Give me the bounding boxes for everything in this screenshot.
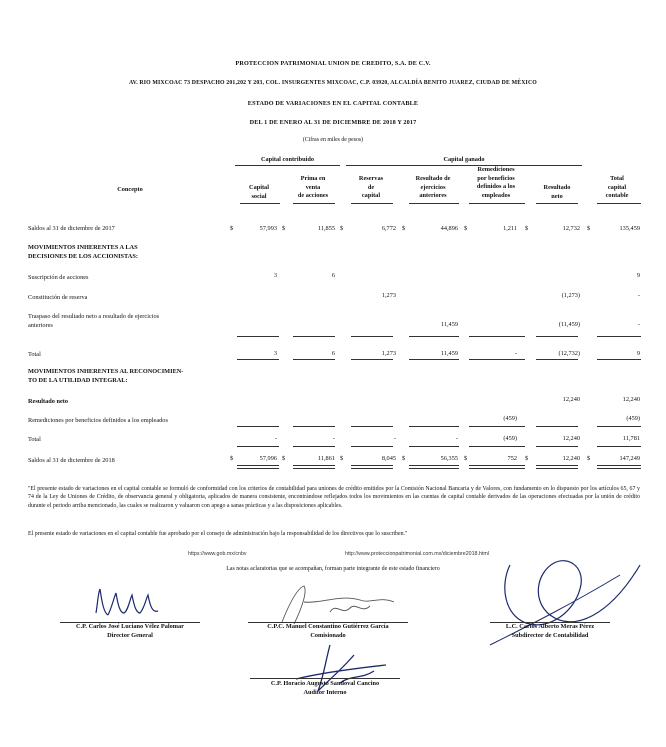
notes-statement: Las notas aclaratorias que se acompañan, forman parte integrante de este estado financiero — [226, 566, 440, 572]
currency-sign: $ — [402, 455, 406, 462]
currency-sign: $ — [282, 455, 286, 462]
currency-sign: $ — [282, 225, 286, 232]
group-contribuido: Capital contribuido — [260, 156, 314, 163]
cell-value: - — [514, 350, 517, 357]
units-note: (Cifras en miles de pesos) — [302, 137, 364, 143]
currency-sign: $ — [340, 455, 344, 462]
cell-value: 11,459 — [440, 321, 458, 328]
cell-value: - — [637, 321, 640, 328]
row-label-saldo-2018: Saldos al 31 de diciembre de 2018 — [28, 457, 115, 464]
cell-value: 11,855 — [317, 225, 335, 232]
section-title-accionistas: MOVIMIENTOS INHERENTES A LAS DECISIONES DE LOS ACCIONISTAS: — [28, 244, 138, 260]
group-ganado: Capital ganado — [443, 156, 485, 163]
signer-role-auditor: Auditor Interno — [303, 689, 347, 696]
col-resultado-neto: Resultado neto — [543, 184, 571, 200]
currency-sign: $ — [402, 225, 406, 232]
cell-value: 12,240 — [622, 396, 640, 403]
currency-sign: $ — [525, 225, 529, 232]
cell-value: (459) — [503, 435, 517, 442]
cell-value: 8,045 — [381, 455, 396, 462]
row-label-saldo-2017: Saldos al 31 de diciembre de 2017 — [28, 225, 115, 232]
cell-value: 3 — [273, 272, 277, 279]
company-address: AV. RIO MIXCOAC 73 DESPACHO 201,202 Y 203, COL. INSURGENTES MIXCOAC, C.P. 03920, ALCALDÍA BENITO JUAREZ, CIUDAD DE MÉXICO — [129, 80, 537, 86]
currency-sign: $ — [464, 225, 468, 232]
cell-value: 56,355 — [440, 455, 458, 462]
row-label-total: Total — [28, 351, 41, 358]
statement-period: DEL 1 DE ENERO AL 31 DE DICIEMBRE DE 2018 Y 2017 — [249, 119, 417, 126]
cell-value: (1,273) — [561, 292, 580, 299]
signer-name-comisionado: C.P.C. Manuel Constantino Gutiérrez García — [267, 623, 389, 630]
signature-director-general — [88, 583, 178, 623]
legal-note: "El presente estado de variaciones en el capital contable se formuló de conformidad con los criterios de contabilidad para uniones de crédito emitidos por la Comisión Nacional Bancaria y de Valores, con fundamento en lo dispuesto por los artículos 65, 67 y 74 de la Ley de Uniones de Crédito, de observancia general y obligatoria, aplicados de manera consistente, encontrándose reflejados todos los movimientos en las cuentas de capital contable derivados de las operaciones efectuadas por la unión de crédito durante el periodo arriba mencionado, las cuales se realizaron y valuaron con apego a sanas prácticas y a las disposiciones aplicables. — [28, 486, 640, 509]
cell-value: (11,459) — [558, 321, 580, 328]
cell-value: (12,732) — [558, 350, 580, 357]
cell-value: 9 — [636, 272, 640, 279]
company-link[interactable]: http://www.proteccionpatrimonial.com.mx/diciembre2018.html — [345, 551, 489, 557]
currency-sign: $ — [230, 455, 234, 462]
signer-name-auditor: C.P. Horacio Augusto Sandoval Cancino — [270, 680, 380, 687]
cell-value: 1,273 — [381, 292, 396, 299]
cell-value: 12,240 — [562, 455, 580, 462]
row-label-remediciones: Remediciones por beneficios definidos a los empleados — [28, 417, 168, 424]
col-remediciones: Remediciones por beneficios definidos a los empleados — [476, 166, 516, 199]
cell-value: - — [637, 292, 640, 299]
company-name: PROTECCION PATRIMONIAL UNION DE CREDITO, S.A. DE C.V. — [235, 60, 431, 67]
cell-value: 147,249 — [619, 455, 640, 462]
cell-value: 11,861 — [317, 455, 335, 462]
statement-title: ESTADO DE VARIACIONES EN EL CAPITAL CONTABLE — [247, 100, 419, 107]
cell-value: 1,211 — [503, 225, 517, 232]
cell-value: 11,459 — [440, 350, 458, 357]
row-label-suscripcion: Suscripción de acciones — [28, 274, 89, 281]
signer-name-director: C.P. Carlos José Luciano Vélez Palomar — [76, 623, 184, 630]
currency-sign: $ — [340, 225, 344, 232]
signer-role-comisionado: Comisionado — [310, 632, 346, 639]
col-concepto: Concepto — [117, 186, 143, 193]
cell-value: 6 — [331, 350, 335, 357]
signer-role-director: Director General — [107, 632, 153, 639]
cell-value: - — [332, 435, 335, 442]
cell-value: 6,772 — [381, 225, 396, 232]
col-total-capital: Total capital contable — [605, 175, 629, 199]
cell-value: 12,240 — [562, 435, 580, 442]
section-title-utilidad-integral: MOVIMIENTOS INHERENTES AL RECONOCIMIEN- TO DE LA UTILIDAD INTEGRAL: — [28, 368, 184, 384]
cell-value: 9 — [636, 350, 640, 357]
cell-value: 12,240 — [562, 396, 580, 403]
cell-value: (459) — [626, 415, 640, 422]
cell-value: - — [393, 435, 396, 442]
cell-value: 6 — [331, 272, 335, 279]
currency-sign: $ — [230, 225, 234, 232]
col-resultado-ejercicios: Resultado de ejercicios anteriores — [415, 175, 451, 199]
signature-comisionado — [270, 582, 410, 627]
signer-name-subdirector: L.C. Carlos Alberto Meras Pérez — [505, 623, 595, 630]
signer-role-subdirector: Subdirector de Contabilidad — [511, 632, 589, 639]
row-label-constitucion: Constitución de reserva — [28, 294, 88, 301]
col-reservas: Reservas de capital — [358, 175, 384, 199]
cell-value: 57,996 — [259, 455, 277, 462]
currency-sign: $ — [525, 455, 529, 462]
cell-value: - — [274, 435, 277, 442]
cell-value: - — [455, 435, 458, 442]
row-label-traspaso: Traspaso del resultado neto a resultado de ejercicios anteriores — [28, 313, 160, 329]
currency-sign: $ — [587, 225, 591, 232]
cell-value: 752 — [507, 455, 517, 462]
row-label-resultado-neto: Resultado neto — [28, 398, 69, 405]
row-label-total: Total — [28, 436, 41, 443]
currency-sign: $ — [464, 455, 468, 462]
cell-value: (459) — [503, 415, 517, 422]
cell-value: 1,273 — [381, 350, 396, 357]
currency-sign: $ — [587, 455, 591, 462]
cell-value: 57,993 — [259, 225, 277, 232]
cell-value: 135,459 — [619, 225, 640, 232]
cell-value: 44,896 — [440, 225, 458, 232]
approval-note: El presente estado de variaciones en el capital contable fue aprobado por el consejo de administración bajo la responsabilidad de los directivos que lo suscriben." — [28, 531, 408, 537]
cell-value: 12,732 — [562, 225, 580, 232]
col-capital-social: Capital social — [249, 184, 269, 200]
cell-value: 11,781 — [622, 435, 640, 442]
col-prima: Prima en venta de acciones — [297, 175, 329, 199]
cnbv-link[interactable]: https://www.gob.mx/cnbv — [188, 551, 247, 557]
cell-value: 3 — [273, 350, 277, 357]
